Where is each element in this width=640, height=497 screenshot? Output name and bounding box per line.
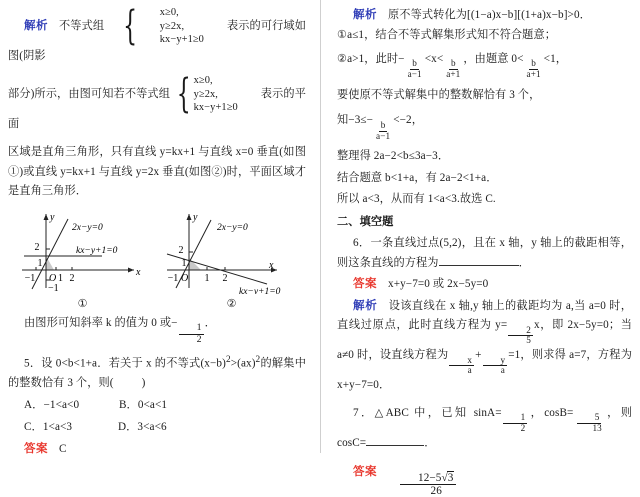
q5-analysis-line-8: 所以 a<3，从而有 1<a<3.故选 C. (337, 193, 496, 206)
option-c[interactable] (24, 421, 72, 433)
option-b-key: B． (118, 399, 138, 412)
question-5-stem-2: >(ax) (230, 357, 256, 370)
q7-num-pre: 12−5 (418, 471, 442, 484)
question-7-stem-end: ． (424, 436, 436, 449)
system1-row-2: y≥2x, (159, 20, 185, 32)
frac-num: y (483, 356, 508, 367)
question-6-stem-text: 一条直线过点(5,2)，且在 x 轴，y 轴上的截距相等，则这条直线的方程为 (337, 237, 633, 269)
slope-fraction (179, 323, 204, 345)
figure-1-ytick-2: 2 (34, 241, 39, 253)
option-a-key: A． (24, 399, 44, 412)
figure-1-ytick-neg1: −1 (47, 282, 59, 294)
frac-num: b (450, 58, 456, 69)
analysis-p2-post: 表示的平面 (8, 87, 306, 130)
figure-1-line-label-1: 2x−y=0 (71, 222, 103, 233)
option-a-text: −1<a<0 (43, 399, 80, 412)
question-6-answer-row (337, 275, 632, 295)
question-6-answer-blank[interactable] (439, 255, 519, 266)
figure-1-y-axis-label: y (49, 211, 54, 223)
analysis-p1-post: 表示的可行域如图(阴影 (8, 19, 307, 62)
q5-analysis-3a: ②a>1，此时− (337, 53, 405, 65)
fraction-b-over-a-plus-1 (444, 59, 462, 80)
option-a[interactable] (24, 399, 79, 411)
analysis-label: 解析 (353, 299, 378, 312)
frac-den: a−1 (376, 130, 391, 141)
question-5-stem (8, 351, 306, 394)
fraction-5-over-13 (574, 413, 603, 434)
figure-2-graph (159, 208, 305, 294)
question-7-answer-blank[interactable] (366, 435, 424, 446)
system1-row-1: x≥0, (159, 7, 179, 18)
q6-analysis-c: + (475, 349, 482, 362)
slope-conclusion-pre: 由图形可知斜率 k 的值为 0 或− (24, 316, 178, 329)
q5-analysis-line-4: 要使原不等式解集中的整数解恰有 3 个， (337, 88, 541, 101)
answer-label: 答案 (24, 443, 48, 456)
q5-analysis-line-7: 结合题意 b<1+a，有 2a−2<1+a． (337, 171, 498, 184)
frac-num: b (531, 58, 536, 69)
question-7-stem-a: △ABC 中，已知 sinA= (374, 406, 502, 419)
fraction-2-over-5 (508, 326, 533, 347)
left-column (0, 0, 320, 456)
analysis-label: 解析 (24, 19, 49, 32)
frac-den: a (500, 365, 505, 376)
option-b[interactable] (119, 399, 167, 411)
frac-num: 1 (503, 413, 528, 424)
q5-analysis-5a: 知−3≤− (337, 114, 374, 127)
question-6-answer-value: x+y−7=0 或 2x−5y=0 (388, 278, 489, 291)
figure-1-xtick-1: 1 (57, 272, 63, 284)
frac-num: b (412, 58, 417, 69)
question-7-answer-denominator: 26 (430, 485, 442, 497)
slope-fraction-denominator: 2 (196, 333, 202, 345)
figure-2-ytick-2: 2 (178, 244, 183, 256)
q5-analysis-5b: <−2， (393, 114, 423, 127)
q5-analysis-line-5 (337, 111, 632, 141)
figure-2-origin: O (180, 272, 188, 284)
slope-conclusion (8, 314, 306, 346)
sqrt-icon: √ (441, 471, 448, 484)
option-d-text: 3<a<6 (137, 420, 167, 433)
figure-2 (159, 208, 305, 310)
q5-analysis-line-3 (337, 50, 632, 80)
figure-2-line-label-1: 2x−y=0 (216, 222, 248, 233)
question-5-stem-4: ) (141, 376, 146, 389)
figure-1-origin: O (48, 272, 56, 284)
option-c-text: 1<a<3 (42, 420, 73, 433)
figure-2-caption: ② (226, 297, 237, 310)
option-d[interactable] (118, 421, 167, 433)
figure-2-ytick-1: 1 (181, 257, 186, 269)
system2-row-1: x≥0, (193, 75, 213, 86)
frac-num: x (449, 356, 474, 367)
question-5-stem-3: 的解集中的整数恰有 3 个，则( (8, 357, 307, 389)
question-7-stem (337, 404, 632, 453)
option-b-text: 0<a<1 (137, 399, 168, 412)
brace-glyph: { (123, 2, 138, 49)
question-5-sup-2: 2 (255, 354, 261, 365)
q6-analysis-b: x，即 2x−5y=0；当 a≠0 时，设直线方程为 (337, 319, 633, 362)
fraction-1-over-2 (503, 413, 528, 434)
question-7-answer-row (337, 463, 632, 497)
q5-analysis-line-6: 整理得 2a−2<b≤3a−3． (337, 150, 450, 163)
question-6-number: 6． (353, 237, 371, 250)
figure-1-graph (10, 208, 156, 294)
fraction-b-over-a-plus-1-2 (525, 59, 543, 80)
question-5-options-row-2 (8, 418, 306, 438)
option-c-key: C． (24, 420, 43, 433)
figure-2-xtick-2: 2 (222, 272, 227, 284)
q5-analysis-line-2: ①a≤1，结合不等式解集形式知不符合题意； (337, 28, 557, 41)
slope-fraction-numerator: 1 (179, 323, 204, 335)
figure-1-line-label-2: kx−y+1=0 (75, 245, 117, 256)
question-7-number: 7． (353, 406, 375, 419)
frac-num: b (380, 119, 386, 130)
fraction-y-over-a (483, 356, 508, 377)
q5-analysis-line-1 (337, 6, 632, 26)
frac-den: a+1 (526, 69, 541, 80)
q5-analysis-3b: <x< (424, 53, 444, 65)
analysis-paragraph-1 (8, 2, 307, 66)
right-column (320, 0, 640, 497)
figure-1-ytick-1: 1 (37, 257, 42, 269)
frac-num: 5 (577, 413, 602, 424)
figure-1-x-axis-label: x (135, 266, 140, 278)
question-6-stem-end: ． (518, 256, 530, 269)
figure-1-xtick-neg1: −1 (24, 272, 35, 284)
frac-den: 5 (526, 335, 531, 346)
question-7-stem-c: ，则 cosC= (337, 406, 633, 449)
q5-analysis-text-1: 原不等式转化为[(1−a)x−b][(1+a)x−b]>0． (388, 9, 591, 21)
section-2-heading: 二、填空题 (337, 215, 394, 228)
question-7-answer-numerator (400, 472, 456, 485)
analysis-paragraph-2 (8, 70, 306, 134)
figure-1-caption: ① (77, 297, 88, 310)
q7-num-radicand: 3 (447, 471, 454, 484)
q5-analysis-3c: ，由题意 0< (463, 53, 524, 65)
figure-1 (10, 208, 156, 310)
slope-conclusion-post: ． (204, 316, 216, 329)
frac-den: a (467, 365, 472, 376)
figure-2-xtick-neg1: −1 (167, 272, 178, 284)
q5-analysis-3d: <1， (543, 53, 568, 65)
frac-num: 2 (508, 326, 533, 337)
analysis-label: 解析 (353, 9, 377, 21)
question-5-stem-1: 设 0<b<1+a．若关于 x 的不等式(x−b) (41, 357, 226, 370)
q6-analysis-a: 设该直线在 x 轴,y 轴上的截距均为 a,当 a=0 时，直线过原点，此时直线方程为 y= (337, 299, 632, 332)
question-5-answer-value: C (59, 443, 67, 456)
figure-2-y-axis-label: y (192, 211, 197, 223)
system1-row-3: kx−y+1≥0 (159, 34, 204, 45)
frac-den: 13 (592, 422, 602, 433)
question-5-sup-1: 2 (225, 354, 231, 365)
figure-2-x-axis-label: x (268, 259, 273, 271)
question-5-options-row-1 (8, 396, 306, 416)
question-6-stem (337, 234, 632, 273)
figure-2-xtick-1: 1 (204, 272, 209, 284)
figure-row (8, 208, 306, 310)
inequality-system-2 (171, 70, 238, 117)
system2-row-2: y≥2x, (193, 88, 218, 100)
question-5-answer-row (8, 440, 306, 460)
inequality-system-1 (105, 2, 204, 49)
question-7-answer-fraction (400, 472, 456, 497)
frac-den: 2 (520, 422, 526, 433)
analysis-p1-pre: 不等式组 (59, 19, 105, 32)
brace-glyph: { (176, 70, 191, 117)
q6-analysis-d: =1，则求得 a=7，方程为 x+y−7=0． (337, 349, 632, 392)
answer-label: 答案 (353, 278, 377, 291)
answer-label: 答案 (353, 466, 377, 479)
analysis-paragraph-3: 区域是直角三角形，只有直线 y=kx+1 与直线 x=0 垂直(如图①)或直线 y=kx+1 与直线 y=2x 垂直(如图②)时，平面区域才是直角三角形． (8, 146, 306, 197)
question-6-analysis (337, 297, 632, 396)
fraction-x-over-a (449, 356, 474, 377)
option-d-key: D． (117, 420, 138, 433)
question-5-number: 5． (24, 357, 42, 370)
fraction-b-over-a-minus-1-2 (374, 121, 392, 142)
analysis-p2-pre: 部分)所示，由图可知若不等式组 (8, 87, 171, 100)
figure-1-xtick-2: 2 (69, 272, 74, 284)
system2-row-3: kx−y+1≥0 (193, 102, 238, 113)
frac-den: a+1 (446, 69, 461, 80)
frac-den: a−1 (407, 69, 422, 80)
fraction-b-over-a-minus-1 (406, 59, 424, 80)
question-7-stem-b: ，cosB= (528, 406, 574, 419)
figure-2-line-label-2: kx−y+1=0 (238, 286, 280, 294)
